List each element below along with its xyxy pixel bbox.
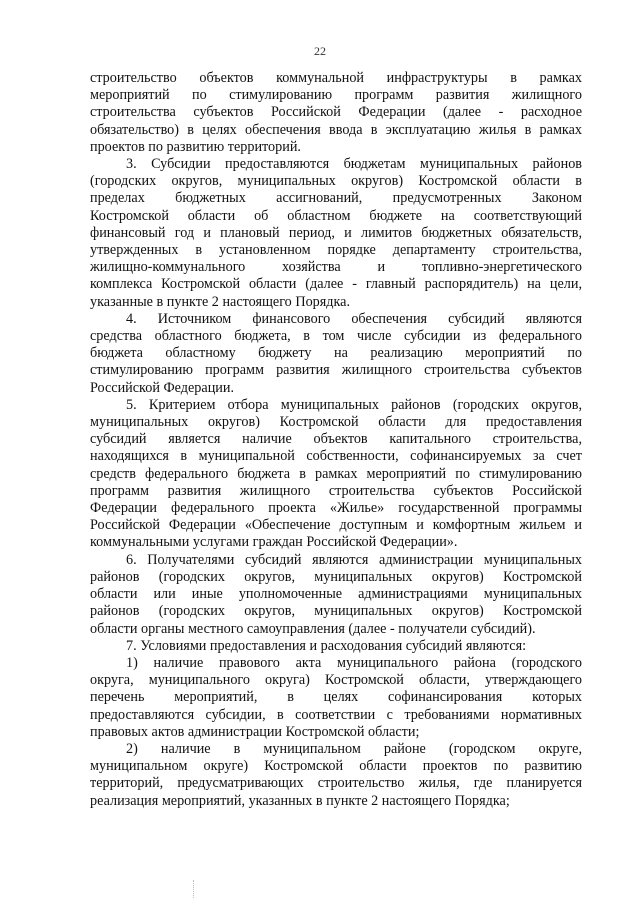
- paragraph: [90, 655, 582, 741]
- text-line: средства областного бюджета, в том числе субсидии из федерального: [90, 328, 582, 345]
- text-line: предоставляются субсидии, в соответствии с требованиями нормативных: [90, 706, 582, 723]
- text-line: реализация мероприятий, указанных в пункте 2 настоящего Порядка;: [90, 792, 510, 809]
- text-line: утвержденных в установленном порядке департаменту строительства,: [90, 242, 582, 259]
- text-line: обязательство) в целях обеспечения ввода в эксплуатацию жилья в рамках: [90, 121, 582, 138]
- text-line: средств федерального бюджета в рамках мероприятий по стимулированию: [90, 465, 582, 482]
- text-line: муниципальных округов) Костромской области для предоставления: [90, 414, 582, 431]
- text-line: пределах бюджетных ассигнований, предусмотренных Законом: [90, 190, 582, 207]
- scan-mark: [193, 880, 195, 898]
- paragraph: [90, 397, 582, 552]
- text-line: субсидий является наличие объектов капитального строительства,: [90, 431, 582, 448]
- text-line: округа, муниципального округа) Костромской области, утверждающего: [90, 672, 582, 689]
- text-line: проектов по развитию территорий.: [90, 138, 301, 155]
- paragraph: [90, 156, 582, 311]
- paragraph: [90, 70, 582, 156]
- text-line: 6. Получателями субсидий являются администрации муниципальных: [126, 551, 582, 568]
- text-line: перечень мероприятий, в целях софинансирования которых: [90, 689, 582, 706]
- text-line: муниципальном округе) Костромской области проектов по развитию: [90, 758, 582, 775]
- text-line: финансовый год и плановый период, и лимитов бюджетных обязательств,: [90, 224, 582, 241]
- text-line: (городских округов, муниципальных округов) Костромской области в: [90, 173, 582, 190]
- text-line: области органы местного самоуправления (далее - получатели субсидий).: [90, 620, 536, 637]
- text-line: указанные в пункте 2 настоящего Порядка.: [90, 293, 351, 310]
- text-line: районов (городских округов, муниципальных округов) Костромской: [90, 568, 582, 585]
- text-line: Костромской области об областном бюджете на соответствующий: [90, 207, 582, 224]
- paragraph: [90, 552, 582, 638]
- document-body: [90, 70, 582, 810]
- text-line: строительство объектов коммунальной инфраструктуры в рамках: [90, 70, 582, 86]
- text-line: территорий, предусматривающих строительство жилья, где планируется: [90, 775, 582, 792]
- text-line: 2) наличие в муниципальном районе (городском округе,: [126, 740, 582, 757]
- text-line: программ развития жилищного строительства субъектов Российской: [90, 482, 582, 499]
- text-line: Российской Федерации.: [90, 379, 235, 396]
- text-line: 4. Источником финансового обеспечения субсидий являются: [126, 310, 582, 327]
- text-line: 1) наличие правового акта муниципального района (городского: [126, 654, 582, 671]
- paragraph: [90, 638, 582, 655]
- paragraph: [90, 311, 582, 397]
- text-line: 7. Условиями предоставления и расходования субсидий являются:: [126, 637, 527, 654]
- text-line: коммунальными услугами граждан Российской Федерации».: [90, 534, 458, 551]
- text-line: стимулированию программ развития жилищного строительства субъектов: [90, 362, 582, 379]
- text-line: области или иные уполномоченные администрациями муниципальных: [90, 586, 582, 603]
- text-line: бюджета областному бюджету на реализацию мероприятий по: [90, 345, 582, 362]
- paragraph: [90, 741, 582, 810]
- text-line: Российской Федерации «Обеспечение доступным и комфортным жильем и: [90, 517, 582, 534]
- text-line: районов (городских округов, муниципальных округов) Костромской: [90, 603, 582, 620]
- text-line: 5. Критерием отбора муниципальных районов (городских округов,: [126, 396, 582, 413]
- text-line: строительства субъектов Российской Федерации (далее - расходное: [90, 104, 582, 121]
- text-line: Федерации федерального проекта «Жилье» государственной программы: [90, 500, 582, 517]
- text-line: правовых актов администрации Костромской области;: [90, 723, 420, 740]
- text-line: мероприятий по стимулированию программ развития жилищного: [90, 87, 582, 104]
- text-line: комплекса Костромской области (далее - главный распорядитель) на цели,: [90, 276, 582, 293]
- page-number: 22: [314, 44, 326, 58]
- text-line: 3. Субсидии предоставляются бюджетам муниципальных районов: [126, 156, 582, 173]
- text-line: находящихся в муниципальной собственности, софинансируемых за счет: [90, 448, 582, 465]
- text-line: жилищно-коммунального хозяйства и топливно-энергетического: [90, 259, 582, 276]
